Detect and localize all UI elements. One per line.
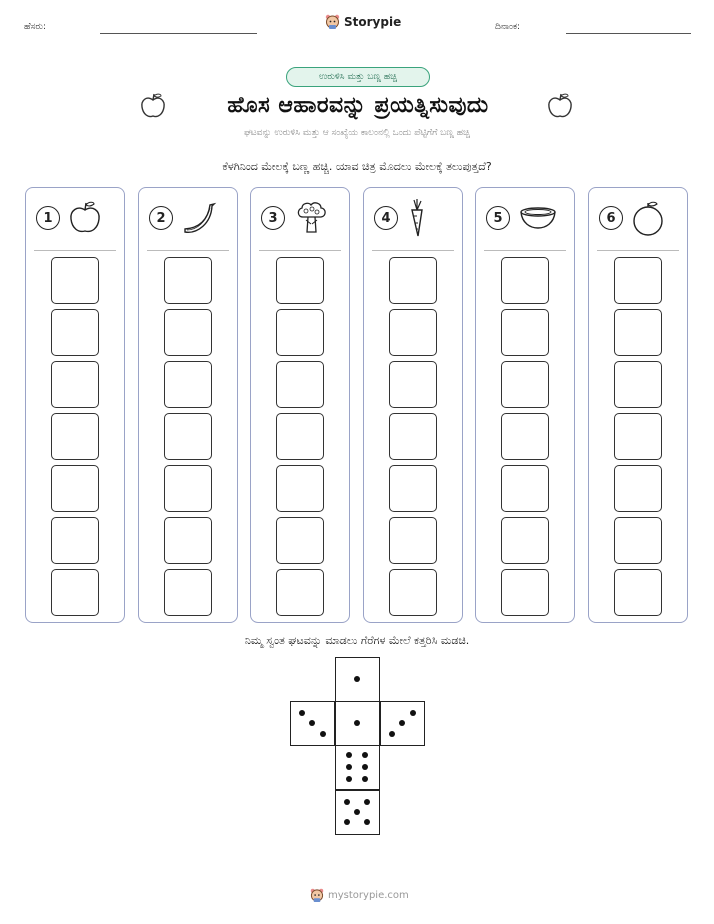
column-3 <box>250 187 350 623</box>
die-pip <box>399 720 405 726</box>
apple-outline-icon-right <box>547 92 573 120</box>
color-box[interactable] <box>164 361 212 408</box>
column-header <box>139 198 237 238</box>
column-number: 6 <box>599 206 623 230</box>
column-number: 1 <box>36 206 60 230</box>
color-box[interactable] <box>614 413 662 460</box>
column-header <box>476 198 574 238</box>
color-box[interactable] <box>51 569 99 616</box>
column-5 <box>475 187 575 623</box>
bowl-icon <box>518 203 558 233</box>
column-divider <box>34 250 116 251</box>
name-line[interactable] <box>100 33 257 34</box>
color-box[interactable] <box>164 309 212 356</box>
brand-logo <box>325 14 401 30</box>
cut-instruction: ನಿಮ್ಮ ಸ್ವಂತ ಘಟವನ್ನು ಮಾಡಲು ಗೆರೆಗಳ ಮೇಲೆ ಕತ್ತರಿಸಿ ಮಡಚಿ. <box>244 634 470 647</box>
column-6 <box>588 187 688 623</box>
color-box[interactable] <box>389 361 437 408</box>
color-box[interactable] <box>389 309 437 356</box>
column-divider <box>147 250 229 251</box>
date-line[interactable] <box>566 33 691 34</box>
column-number: 3 <box>261 206 285 230</box>
color-box[interactable] <box>276 569 324 616</box>
color-box[interactable] <box>501 309 549 356</box>
die-pip <box>346 776 352 782</box>
color-box[interactable] <box>164 257 212 304</box>
die-face-6 <box>335 745 380 790</box>
die-pip <box>354 809 360 815</box>
name-label: ಹೆಸರು: <box>24 22 47 32</box>
column-number: 5 <box>486 206 510 230</box>
die-pip <box>346 764 352 770</box>
die-face-3 <box>380 701 425 746</box>
color-box[interactable] <box>276 465 324 512</box>
die-face-3 <box>290 701 335 746</box>
orange-icon <box>631 199 665 237</box>
column-header <box>589 198 687 238</box>
column-divider <box>372 250 454 251</box>
color-box[interactable] <box>501 257 549 304</box>
color-box[interactable] <box>51 361 99 408</box>
die-pip <box>354 720 360 726</box>
die-pip <box>362 764 368 770</box>
color-box[interactable] <box>51 413 99 460</box>
die-pip <box>309 720 315 726</box>
color-box[interactable] <box>501 465 549 512</box>
storypie-mascot-icon <box>325 14 340 30</box>
die-pip <box>346 752 352 758</box>
column-1 <box>25 187 125 623</box>
footer <box>310 888 409 903</box>
die-pip <box>299 710 305 716</box>
column-divider <box>597 250 679 251</box>
column-divider <box>484 250 566 251</box>
column-2 <box>138 187 238 623</box>
color-box[interactable] <box>389 465 437 512</box>
color-box[interactable] <box>389 257 437 304</box>
die-face-1 <box>335 657 380 702</box>
column-number: 4 <box>374 206 398 230</box>
die-pip <box>362 752 368 758</box>
color-box[interactable] <box>51 309 99 356</box>
color-box[interactable] <box>389 569 437 616</box>
color-box[interactable] <box>164 569 212 616</box>
die-pip <box>364 799 370 805</box>
color-box[interactable] <box>276 361 324 408</box>
column-divider <box>259 250 341 251</box>
page-title: ಹೊಸ ಆಹಾರವನ್ನು ಪ್ರಯತ್ನಿಸುವುದು <box>227 93 489 118</box>
color-box[interactable] <box>614 309 662 356</box>
column-number: 2 <box>149 206 173 230</box>
color-box[interactable] <box>389 517 437 564</box>
apple-icon <box>68 200 102 236</box>
color-box[interactable] <box>501 361 549 408</box>
die-pip <box>344 819 350 825</box>
color-box[interactable] <box>276 517 324 564</box>
brand-name: Storypie <box>344 15 402 29</box>
carrot-icon <box>406 198 428 238</box>
color-box[interactable] <box>501 413 549 460</box>
color-box[interactable] <box>51 465 99 512</box>
die-face-1 <box>335 701 380 746</box>
die-pip <box>410 710 416 716</box>
color-box[interactable] <box>276 413 324 460</box>
color-box[interactable] <box>51 257 99 304</box>
die-pip <box>364 819 370 825</box>
color-box[interactable] <box>501 517 549 564</box>
column-4 <box>363 187 463 623</box>
color-box[interactable] <box>164 517 212 564</box>
question-text: ಕೆಳಗಿನಿಂದ ಮೇಲಕ್ಕೆ ಬಣ್ಣ ಹಚ್ಚಿ. ಯಾವ ಚಿತ್ರ ಮೊದಲು ಮೇಲಕ್ಕೆ ತಲುಪುತ್ತದೆ? <box>222 160 492 173</box>
color-box[interactable] <box>614 517 662 564</box>
date-label: ದಿನಾಂಕ: <box>495 22 521 32</box>
broccoli-icon <box>293 200 331 236</box>
die-pip <box>362 776 368 782</box>
die-pip <box>354 676 360 682</box>
activity-badge: ಉರುಳಿಸಿ ಮತ್ತು ಬಣ್ಣ ಹಚ್ಚಿ <box>286 67 430 87</box>
die-pip <box>320 731 326 737</box>
die-face-5 <box>335 790 380 835</box>
color-box[interactable] <box>501 569 549 616</box>
color-box[interactable] <box>276 257 324 304</box>
storypie-mascot-icon <box>310 888 324 903</box>
column-header <box>364 198 462 238</box>
column-header <box>251 198 349 238</box>
color-box[interactable] <box>276 309 324 356</box>
banana-icon <box>181 200 217 236</box>
instructions-subtitle: ಘಟವನ್ನು ಉರುಳಿಸಿ ಮತ್ತು ಆ ಸಂಖ್ಯೆಯ ಕಾಲಂನಲ್ಲಿ ಒಂದು ಪೆಟ್ಟಿಗೆಗೆ ಬಣ್ಣ ಹಚ್ಚಿ <box>244 128 470 138</box>
die-pip <box>389 731 395 737</box>
color-box[interactable] <box>614 257 662 304</box>
color-box[interactable] <box>614 361 662 408</box>
footer-url: mystorypie.com <box>328 890 409 901</box>
color-box[interactable] <box>164 413 212 460</box>
color-box[interactable] <box>51 517 99 564</box>
color-box[interactable] <box>164 465 212 512</box>
color-box[interactable] <box>614 569 662 616</box>
die-pip <box>344 799 350 805</box>
column-header <box>26 198 124 238</box>
apple-outline-icon-left <box>140 92 166 120</box>
color-box[interactable] <box>614 465 662 512</box>
color-box[interactable] <box>389 413 437 460</box>
